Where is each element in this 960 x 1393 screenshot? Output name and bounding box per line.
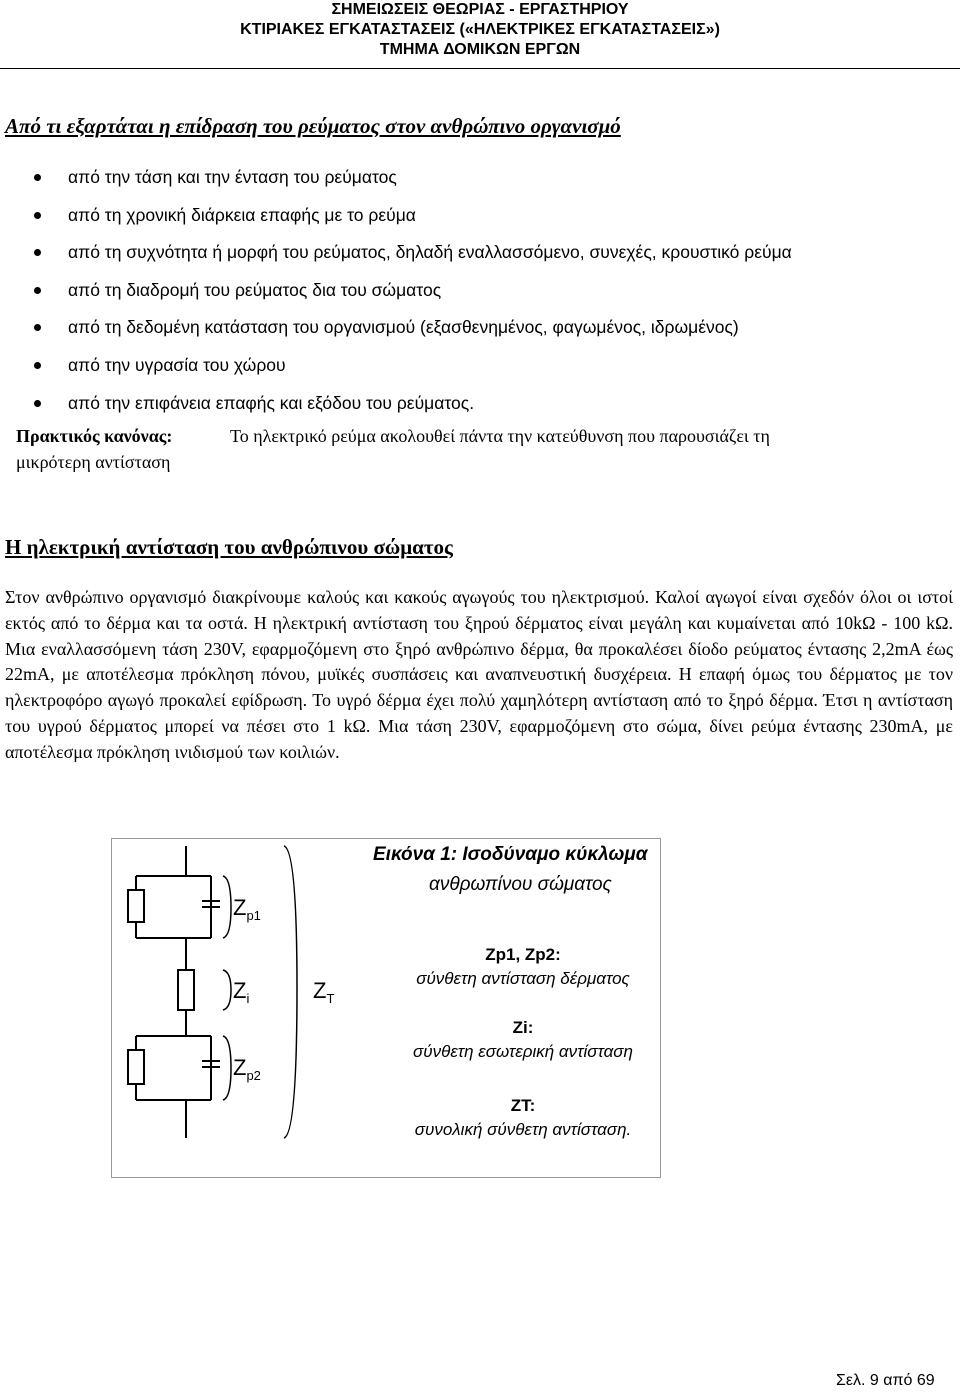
section-title-current-effects: Από τι εξαρτάται η επίδραση του ρεύματος στον ανθρώπινο οργανισμό bbox=[5, 114, 621, 138]
resistor-icon bbox=[128, 1050, 144, 1084]
body-resistance-paragraph: Στον ανθρώπινο οργανισμό διακρίνουμε καλούς και κακούς αγωγούς του ηλεκτρισμού. Καλοί αγωγοί είναι σχεδόν όλοι οι ιστοί εκτός από το δέρμα και τα οστά. Η ηλεκτρική αντίσταση του ξηρού δέρματος είναι μεγάλη και κυμαίνεται από 10kΩ - 100 kΩ. Μια εναλλασσόμενη τάση 230V, εφαρμοζόμενη στο ξηρό ανθρώπινο δέρμα, θα προκαλέσει δίοδο ρεύματος έντασης 2,2mA έως 22mA, με αποτέλεσμα πρόκληση πόνου, μυϊκές συσπάσεις και αναπνευστική δυσχέρεια. Η επαφή όμως του δέρματος με τον ηλεκτροφόρο αγωγό προκαλεί εφίδρωση. Το υγρό δέρμα έχει πολύ χαμηλότερη αντίσταση από το ξηρό δέρμα. Έτσι η αντίσταση του υγρού δέρματος μπορεί να πέσει στο 1 kΩ. Μια τάση 230V, εφαρμοζόμενη στο σώμα, δίνει ρεύμα έντασης 230mA, με αποτέλεσμα πρόκληση ινιδισμού των κοιλιών. bbox=[5, 587, 953, 762]
label-zp1-sub: p1 bbox=[246, 908, 261, 923]
equivalent-circuit-diagram bbox=[111, 838, 661, 1178]
header-line-1: ΣΗΜΕΙΩΣΕΙΣ ΘΕΩΡΙΑΣ - ΕΡΓΑΣΤΗΡΙΟΥ bbox=[331, 1, 629, 18]
section-title-body-resistance: Η ηλεκτρική αντίσταση του ανθρώπινου σώματος bbox=[5, 535, 453, 559]
practical-rule-label: Πρακτικός κανόνας: bbox=[16, 426, 173, 446]
legend-description: σύνθετη εσωτερική αντίσταση bbox=[413, 1042, 633, 1061]
label-zi-sub: i bbox=[246, 991, 250, 1006]
legend-symbol: Zp1, Zp2: bbox=[485, 945, 561, 964]
label-zt-sub: T bbox=[326, 991, 335, 1006]
figure-caption-line-2: ανθρωπίνου σώματος bbox=[429, 874, 612, 895]
bullet-icon bbox=[34, 287, 41, 294]
bullet-icon bbox=[34, 362, 41, 369]
resistor-icon bbox=[128, 890, 144, 922]
bullet-icon bbox=[34, 324, 41, 331]
label-zi: Z bbox=[233, 978, 247, 1003]
label-zp2: Z bbox=[233, 1055, 247, 1080]
legend-description: συνολική σύνθετη αντίσταση. bbox=[414, 1120, 632, 1139]
practical-rule-text: Το ηλεκτρικό ρεύμα ακολουθεί πάντα την κατεύθυνση που παρουσιάζει τη bbox=[230, 426, 770, 446]
header-line-2: ΚΤΙΡΙΑΚΕΣ ΕΓΚΑΤΑΣΤΑΣΕΙΣ («ΗΛΕΚΤΡΙΚΕΣ ΕΓΚΑΤΑΣΤΑΣΕΙΣ») bbox=[240, 21, 720, 38]
bullet-icon bbox=[34, 400, 41, 407]
legend-description: σύνθετη αντίσταση δέρματος bbox=[416, 969, 630, 988]
page-header bbox=[0, 0, 960, 60]
label-zp2-sub: p2 bbox=[246, 1068, 261, 1083]
bullet-icon bbox=[34, 249, 41, 256]
label-zt: Z bbox=[313, 978, 327, 1003]
page-number: Σελ. 9 από 69 bbox=[836, 1372, 935, 1389]
header-divider bbox=[0, 68, 960, 69]
label-zp1: Z bbox=[233, 895, 247, 920]
bullet-icon bbox=[34, 174, 41, 181]
figure-caption-line-1: Εικόνα 1: Ισοδύναμο κύκλωμα bbox=[373, 844, 648, 865]
bullet-icon bbox=[34, 212, 41, 219]
figure-equivalent-circuit bbox=[111, 838, 661, 1178]
legend-symbol: Zi: bbox=[512, 1018, 534, 1037]
legend-symbol: ZT: bbox=[510, 1096, 536, 1115]
practical-rule-text-continued: μικρότερη αντίσταση bbox=[16, 452, 171, 472]
header-line-3: ΤΜΗΜΑ ΔΟΜΙΚΩΝ ΕΡΓΩΝ bbox=[379, 41, 581, 58]
resistor-icon bbox=[178, 970, 194, 1010]
